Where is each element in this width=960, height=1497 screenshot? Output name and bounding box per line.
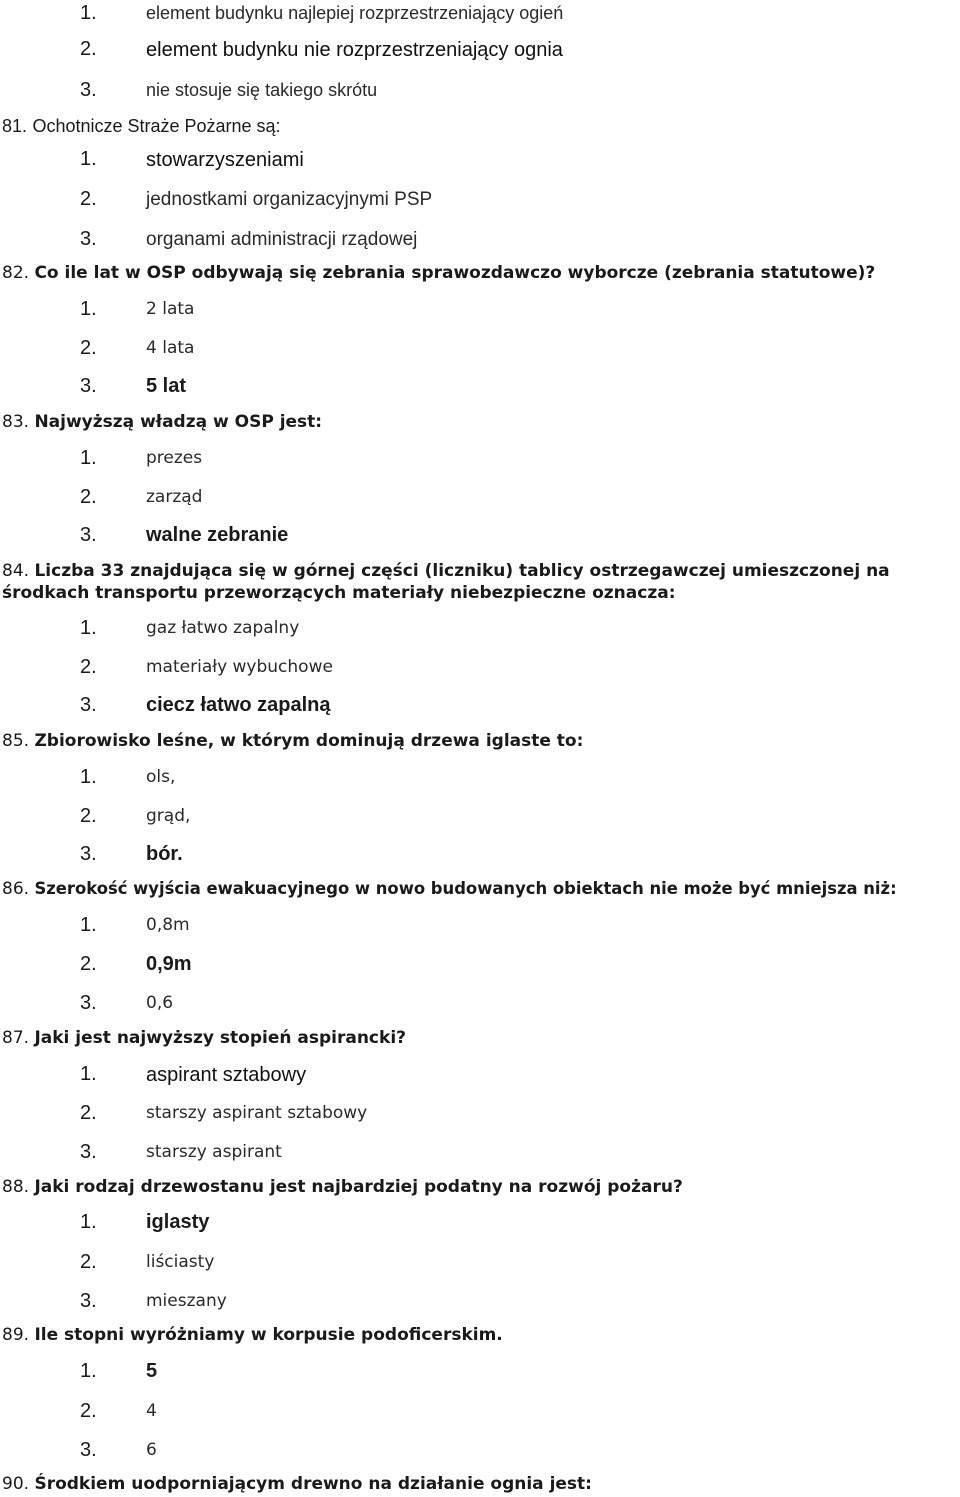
question bbox=[2, 879, 897, 899]
option-number: 2. bbox=[80, 953, 97, 975]
question bbox=[2, 1177, 683, 1197]
option-number: 1. bbox=[80, 148, 97, 170]
question-text: Jaki rodzaj drzewostanu jest najbardziej podatny na rozwój pożaru? bbox=[34, 1177, 683, 1197]
option-text: materiały wybuchowe bbox=[146, 657, 333, 677]
question bbox=[2, 1474, 592, 1494]
option-number: 3. bbox=[80, 992, 97, 1014]
option-number: 3. bbox=[80, 694, 97, 716]
option-text: 0,8m bbox=[146, 915, 190, 935]
question-number: 82. bbox=[2, 263, 30, 283]
option-text: 4 lata bbox=[146, 338, 195, 358]
question bbox=[2, 412, 322, 432]
option-number: 2. bbox=[80, 1400, 97, 1422]
option-text: 0,6 bbox=[146, 993, 174, 1013]
option-text: starszy aspirant bbox=[146, 1142, 282, 1162]
option-number: 1. bbox=[80, 1211, 97, 1233]
option-text: 5 bbox=[146, 1360, 158, 1382]
option-text: liściasty bbox=[146, 1252, 215, 1272]
option-number: 3. bbox=[80, 375, 97, 397]
option-number: 2. bbox=[80, 1251, 97, 1273]
option-text: starszy aspirant sztabowy bbox=[146, 1103, 368, 1123]
question-number: 89. bbox=[2, 1325, 30, 1345]
option-number: 1. bbox=[80, 914, 97, 936]
option-text: iglasty bbox=[146, 1211, 210, 1233]
question-number: 90. bbox=[2, 1474, 30, 1494]
option-text: ols, bbox=[146, 767, 176, 787]
option-number: 1. bbox=[80, 617, 97, 639]
option-text: ciecz łatwo zapalną bbox=[146, 694, 331, 716]
question-number: 84. bbox=[2, 561, 30, 581]
question-text: Jaki jest najwyższy stopień aspirancki? bbox=[34, 1028, 407, 1048]
option-text: walne zebranie bbox=[146, 524, 289, 546]
option-text: organami administracji rządowej bbox=[146, 229, 418, 250]
option-number: 2. bbox=[80, 805, 97, 827]
question-number: 87. bbox=[2, 1028, 30, 1048]
question bbox=[2, 731, 583, 751]
question-number: 88. bbox=[2, 1177, 30, 1197]
option-number: 1. bbox=[80, 766, 97, 788]
option-text: 2 lata bbox=[146, 299, 195, 319]
question-text: Liczba 33 znajdująca się w górnej części (liczniku) tablicy ostrzegawczej umieszczonej na środkach transportu przeworzących materiały niebezpieczne oznacza: bbox=[2, 561, 890, 603]
option-text: gaz łatwo zapalny bbox=[146, 618, 300, 638]
option-number: 3. bbox=[80, 1141, 97, 1163]
option-number: 3. bbox=[80, 524, 97, 546]
option-number: 1. bbox=[80, 1063, 97, 1085]
option-number: 1. bbox=[80, 2, 97, 24]
option-text: nie stosuje się takiego skrótu bbox=[146, 80, 378, 100]
option-number: 2. bbox=[80, 486, 97, 508]
option-number: 2. bbox=[80, 656, 97, 678]
option-text: prezes bbox=[146, 448, 203, 468]
option-text: aspirant sztabowy bbox=[146, 1064, 307, 1086]
option-text: 5 lat bbox=[146, 375, 187, 397]
question-text: Zbiorowisko leśne, w którym dominują drzewa iglaste to: bbox=[34, 731, 584, 751]
option-number: 1. bbox=[80, 298, 97, 320]
option-number: 2. bbox=[80, 1102, 97, 1124]
question-text: Ochotnicze Straże Pożarne są: bbox=[32, 116, 281, 136]
option-number: 2. bbox=[80, 337, 97, 359]
option-text: 4 bbox=[146, 1401, 157, 1421]
question-text: Ile stopni wyróżniamy w korpusie podoficerskim. bbox=[34, 1325, 503, 1345]
option-number: 1. bbox=[80, 1360, 97, 1382]
question-text: Co ile lat w OSP odbywają się zebrania sprawozdawczo wyborcze (zebrania statutowe)? bbox=[34, 263, 876, 283]
option-number: 3. bbox=[80, 79, 97, 101]
option-text: 6 bbox=[146, 1440, 157, 1460]
option-text: 0,9m bbox=[146, 953, 192, 975]
option-text: element budynku nie rozprzestrzeniający ognia bbox=[146, 39, 563, 61]
option-text: bór. bbox=[146, 843, 183, 865]
option-number: 3. bbox=[80, 1290, 97, 1312]
option-text: grąd, bbox=[146, 806, 191, 826]
question bbox=[2, 560, 942, 604]
option-number: 3. bbox=[80, 228, 97, 250]
question-number: 85. bbox=[2, 731, 30, 751]
option-text: element budynku najlepiej rozprzestrzeniający ogień bbox=[146, 3, 564, 23]
question bbox=[2, 1028, 406, 1048]
option-number: 3. bbox=[80, 1439, 97, 1461]
option-text: stowarzyszeniami bbox=[146, 149, 304, 171]
option-text: jednostkami organizacyjnymi PSP bbox=[146, 189, 433, 210]
question-number: 86. bbox=[2, 879, 30, 899]
option-number: 3. bbox=[80, 843, 97, 865]
option-number: 2. bbox=[80, 38, 97, 60]
question-number: 83. bbox=[2, 412, 30, 432]
question-number: 81. bbox=[2, 116, 28, 136]
option-text: zarząd bbox=[146, 487, 203, 507]
question-text: Środkiem uodporniającym drewno na działanie ognia jest: bbox=[34, 1474, 592, 1494]
question-text: Szerokość wyjścia ewakuacyjnego w nowo budowanych obiektach nie może być mniejsza niż: bbox=[34, 879, 897, 898]
question bbox=[2, 1325, 503, 1345]
option-text: mieszany bbox=[146, 1291, 227, 1311]
question-text: Najwyższą władzą w OSP jest: bbox=[34, 412, 323, 432]
option-number: 2. bbox=[80, 188, 97, 210]
question bbox=[2, 263, 875, 283]
question bbox=[2, 116, 281, 137]
option-number: 1. bbox=[80, 447, 97, 469]
